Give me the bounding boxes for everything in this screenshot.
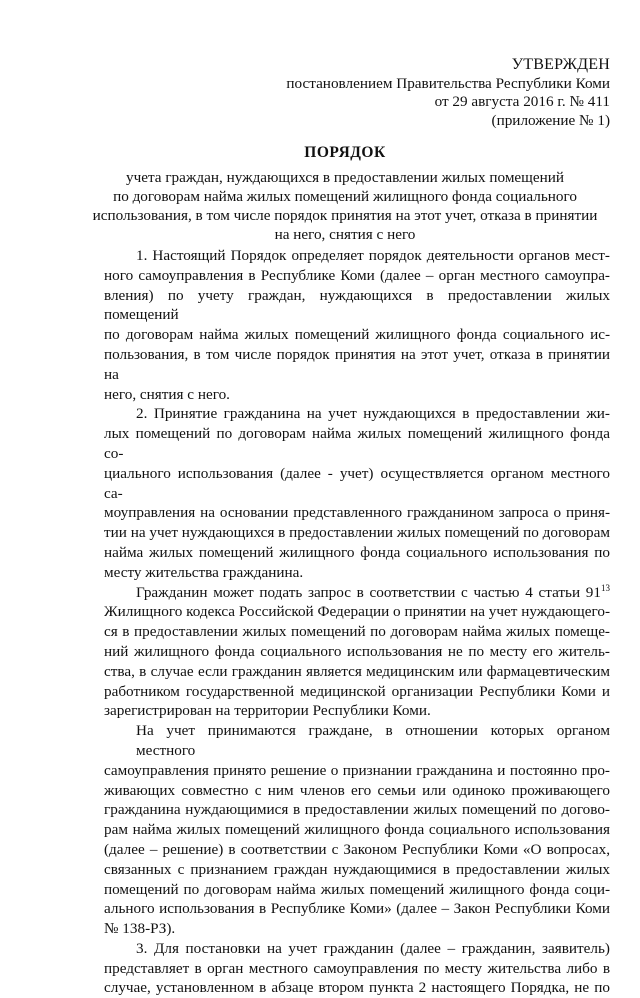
text-line: зарегистрирован на территории Республики Коми. bbox=[104, 702, 431, 720]
text-line: ства, в случае если гражданин является медицинским или фармацевтическим bbox=[104, 662, 610, 680]
paragraph-3 bbox=[104, 583, 610, 722]
text-line: живающих совместно с ним членов его семьи или одиноко проживающего bbox=[104, 781, 610, 799]
text-line: вления) по учету граждан, нуждающихся в предоставлении жилых помещений bbox=[104, 286, 610, 324]
text-line-content: Гражданин может подать запрос в соответствии с частью 4 статьи 91 bbox=[136, 583, 601, 601]
text-line: случае, установленном в абзаце втором пункта 2 настоящего Порядка, не по bbox=[104, 979, 610, 997]
text-line: На учет принимаются граждане, в отношении которых органом местного bbox=[136, 722, 610, 759]
text-line: работником государственной медицинской организации Республики Коми и bbox=[104, 682, 610, 700]
approval-line-date: от 29 августа 2016 г. № 411 bbox=[434, 93, 610, 110]
paragraph-2 bbox=[104, 404, 610, 582]
approval-stamp bbox=[286, 56, 610, 130]
document-title-block bbox=[80, 144, 610, 244]
text-line: пользования, в том числе порядок принятия на этот учет, отказа в принятии на bbox=[104, 345, 610, 383]
text-line: самоуправления принято решение о признании гражданина и постоянно про- bbox=[104, 761, 610, 779]
text-line: ального использования в Республике Коми» (далее – Закон Республики Коми bbox=[104, 900, 610, 918]
text-line: найма жилых помещений жилищного фонда социального использования по bbox=[104, 543, 610, 561]
text-line: Жилищного кодекса Российской Федерации о принятии на учет нуждающего- bbox=[104, 603, 610, 621]
text-line: месту жительства гражданина. bbox=[104, 563, 304, 581]
paragraph-4 bbox=[104, 721, 610, 939]
approval-line-resolution: постановлением Правительства Республики Коми bbox=[286, 74, 610, 92]
text-line: циального использования (далее - учет) осуществляется органом местного са- bbox=[104, 464, 610, 502]
text-line: 1. Настоящий Порядок определяет порядок деятельности органов мест- bbox=[136, 247, 610, 264]
paragraph-1 bbox=[104, 246, 610, 404]
superscript: 13 bbox=[601, 582, 610, 593]
document-subtitle-line: по договорам найма жилых помещений жилищного фонда социального bbox=[113, 188, 577, 205]
text-line: связанных с признанием граждан нуждающимися в предоставлении жилых bbox=[104, 860, 610, 878]
text-line: № 138-РЗ). bbox=[104, 920, 176, 938]
approval-line-appendix: (приложение № 1) bbox=[491, 111, 610, 129]
paragraph-5 bbox=[104, 939, 610, 998]
text-line: ся в предоставлении жилых помещений по договорам найма жилых помеще- bbox=[104, 623, 610, 641]
text-line: лых помещений по договорам найма жилых помещений жилищного фонда со- bbox=[104, 425, 610, 462]
text-line: гражданина нуждающимися в предоставлении жилых помещений по догово- bbox=[104, 801, 610, 819]
document-body bbox=[104, 246, 610, 998]
text-line: рам найма жилых помещений жилищного фонда социального использования bbox=[104, 821, 610, 839]
document-subtitle-line: использования, в том числе порядок принятия на этот учет, отказа в принятии bbox=[92, 207, 598, 224]
text-line: тии на учет нуждающихся в предоставлении жилых помещений по договорам bbox=[104, 524, 610, 542]
document-subtitle-line: на него, снятия с него bbox=[274, 226, 416, 243]
text-line: ного самоуправления в Республике Коми (далее – орган местного самоупра- bbox=[104, 266, 610, 284]
text-line: представляет в орган местного самоуправления по месту жительства либо в bbox=[104, 959, 610, 977]
approval-heading: УТВЕРЖДЕН bbox=[511, 56, 610, 73]
text-line-with-sup bbox=[104, 583, 610, 603]
text-line: (далее – решение) в соответствии с Законом Республики Коми «О вопросах, bbox=[104, 840, 610, 858]
text-line: ний жилищного фонда социального использования не по месту его житель- bbox=[104, 642, 610, 660]
text-line: моуправления на основании представленного гражданином запроса о приня- bbox=[104, 504, 610, 522]
text-line: помещений по договорам найма жилых помещений жилищного фонда соци- bbox=[104, 880, 610, 898]
text-line: него, снятия с него. bbox=[104, 385, 230, 403]
text-line: 2. Принятие гражданина на учет нуждающихся в предоставлении жи- bbox=[136, 405, 610, 423]
document-title: ПОРЯДОК bbox=[304, 144, 386, 161]
text-line: по договорам найма жилых помещений жилищного фонда социального ис- bbox=[104, 326, 610, 344]
text-line: 3. Для постановки на учет гражданин (далее – гражданин, заявитель) bbox=[136, 939, 610, 957]
document-subtitle-line: учета граждан, нуждающихся в предоставлении жилых помещений bbox=[125, 169, 564, 186]
